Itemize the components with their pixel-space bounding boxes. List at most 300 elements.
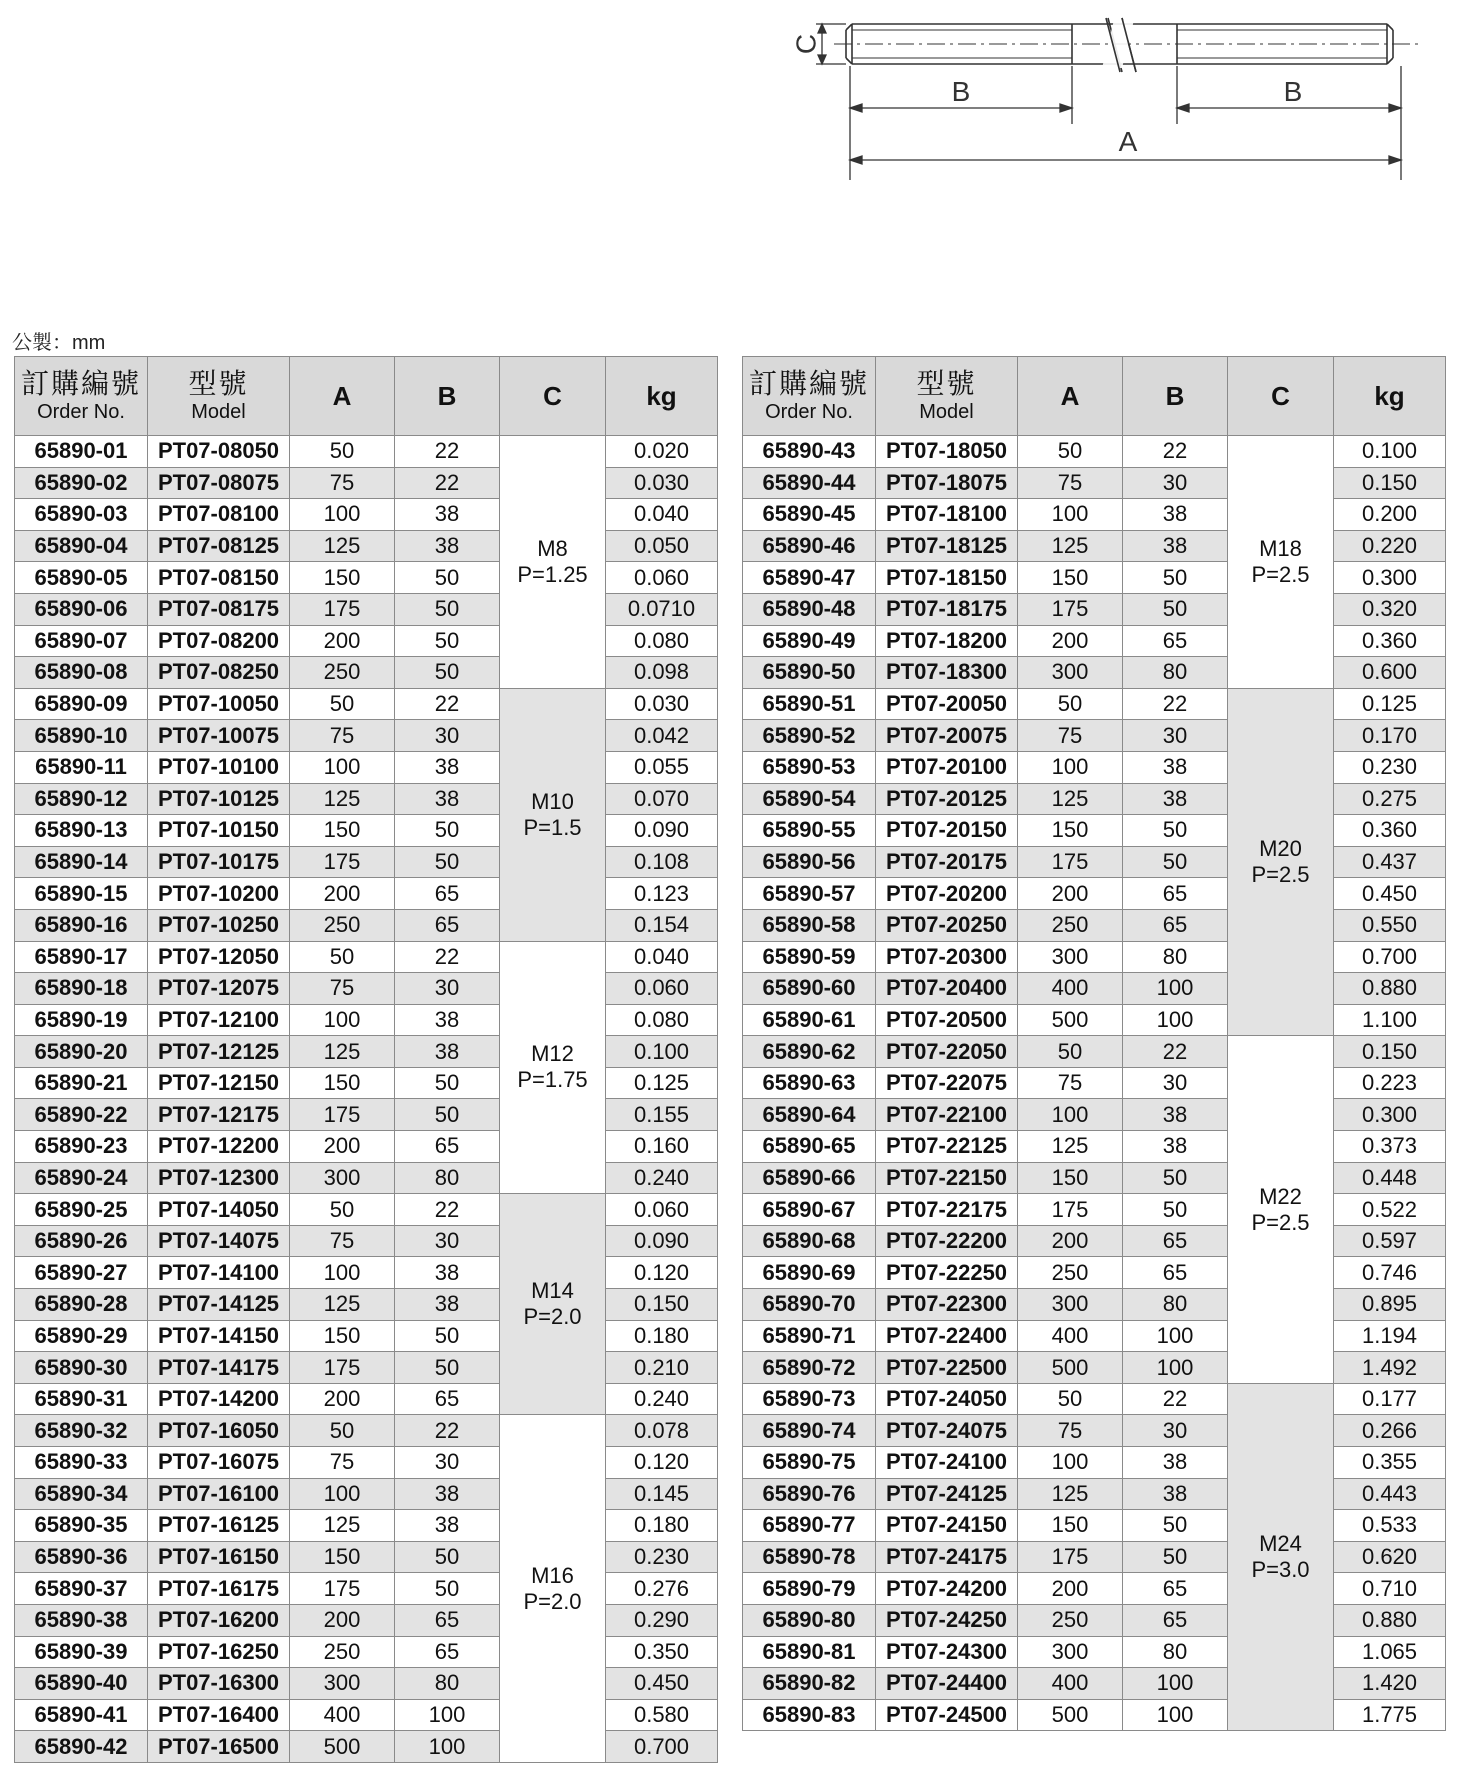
order-no-cell: 65890-13 <box>15 815 148 847</box>
kg-cell: 0.040 <box>606 941 718 973</box>
order-no-cell: 65890-61 <box>743 1004 876 1036</box>
table-row <box>15 1257 718 1289</box>
table-row <box>15 1541 718 1573</box>
table-row <box>15 1383 718 1415</box>
kg-cell: 0.177 <box>1334 1383 1446 1415</box>
table-row <box>15 1731 718 1763</box>
thread-pitch: P=2.5 <box>1251 1209 1310 1235</box>
model-cell: PT07-10250 <box>148 909 290 941</box>
order-no-cell: 65890-38 <box>15 1604 148 1636</box>
order-no-cell: 65890-28 <box>15 1289 148 1321</box>
b-cell: 50 <box>395 1541 500 1573</box>
kg-cell: 0.620 <box>1334 1541 1446 1573</box>
order-no-cell: 65890-22 <box>15 1099 148 1131</box>
table-row <box>743 1510 1446 1542</box>
order-no-cell: 65890-54 <box>743 783 876 815</box>
table-row <box>15 1289 718 1321</box>
order-no-cell: 65890-35 <box>15 1510 148 1542</box>
b-cell: 38 <box>395 1478 500 1510</box>
table-row <box>743 1320 1446 1352</box>
a-cell: 200 <box>290 1131 395 1163</box>
order-no-cell: 65890-33 <box>15 1447 148 1479</box>
header-b: B <box>395 357 500 436</box>
b-cell: 38 <box>395 1004 500 1036</box>
a-cell: 100 <box>290 1257 395 1289</box>
model-cell: PT07-22400 <box>876 1320 1018 1352</box>
table-row <box>743 878 1446 910</box>
kg-cell: 0.098 <box>606 657 718 689</box>
a-cell: 50 <box>290 1415 395 1447</box>
b-cell: 50 <box>1123 593 1228 625</box>
kg-cell: 0.060 <box>606 973 718 1005</box>
model-cell: PT07-14100 <box>148 1257 290 1289</box>
b-cell: 38 <box>395 1289 500 1321</box>
b-cell: 22 <box>395 1415 500 1447</box>
diagram-label-b-right: B <box>1283 76 1303 107</box>
b-cell: 80 <box>395 1162 500 1194</box>
order-no-cell: 65890-23 <box>15 1131 148 1163</box>
table-row <box>743 1668 1446 1700</box>
kg-cell: 0.125 <box>1334 688 1446 720</box>
model-cell: PT07-22125 <box>876 1131 1018 1163</box>
b-cell: 65 <box>395 1383 500 1415</box>
kg-cell: 0.155 <box>606 1099 718 1131</box>
b-cell: 50 <box>395 1067 500 1099</box>
table-row <box>15 1320 718 1352</box>
b-cell: 50 <box>1123 562 1228 594</box>
b-cell: 38 <box>1123 499 1228 531</box>
a-cell: 175 <box>290 846 395 878</box>
table-row <box>743 1289 1446 1321</box>
model-cell: PT07-20075 <box>876 720 1018 752</box>
order-no-cell: 65890-24 <box>15 1162 148 1194</box>
table-row <box>15 878 718 910</box>
model-cell: PT07-12125 <box>148 1036 290 1068</box>
kg-cell: 0.080 <box>606 1004 718 1036</box>
table-row <box>15 1699 718 1731</box>
kg-cell: 0.437 <box>1334 846 1446 878</box>
a-cell: 175 <box>1018 593 1123 625</box>
b-cell: 30 <box>1123 467 1228 499</box>
header-kg: kg <box>1334 357 1446 436</box>
table-row <box>15 909 718 941</box>
order-no-cell: 65890-53 <box>743 751 876 783</box>
order-no-cell: 65890-66 <box>743 1162 876 1194</box>
table-row <box>743 941 1446 973</box>
a-cell: 200 <box>290 1604 395 1636</box>
model-cell: PT07-14125 <box>148 1289 290 1321</box>
a-cell: 125 <box>1018 1131 1123 1163</box>
kg-cell: 0.355 <box>1334 1447 1446 1479</box>
a-cell: 125 <box>1018 1478 1123 1510</box>
order-no-cell: 65890-73 <box>743 1383 876 1415</box>
kg-cell: 0.120 <box>606 1447 718 1479</box>
b-cell: 50 <box>395 625 500 657</box>
table-row <box>15 1067 718 1099</box>
model-cell: PT07-24125 <box>876 1478 1018 1510</box>
a-cell: 500 <box>290 1731 395 1763</box>
order-no-cell: 65890-74 <box>743 1415 876 1447</box>
header-model-en: Model <box>191 401 246 423</box>
b-cell: 38 <box>1123 751 1228 783</box>
kg-cell: 0.580 <box>606 1699 718 1731</box>
b-cell: 38 <box>395 783 500 815</box>
table-row <box>743 593 1446 625</box>
table-row <box>743 1447 1446 1479</box>
order-no-cell: 65890-42 <box>15 1731 148 1763</box>
table-row <box>743 436 1446 468</box>
order-no-cell: 65890-62 <box>743 1036 876 1068</box>
table-row <box>15 1036 718 1068</box>
model-cell: PT07-18175 <box>876 593 1018 625</box>
b-cell: 38 <box>1123 1478 1228 1510</box>
model-cell: PT07-22050 <box>876 1036 1018 1068</box>
model-cell: PT07-18200 <box>876 625 1018 657</box>
kg-cell: 0.180 <box>606 1320 718 1352</box>
kg-cell: 0.055 <box>606 751 718 783</box>
model-cell: PT07-16050 <box>148 1415 290 1447</box>
order-no-cell: 65890-19 <box>15 1004 148 1036</box>
a-cell: 300 <box>1018 1289 1123 1321</box>
order-no-cell: 65890-77 <box>743 1510 876 1542</box>
header-model-zh: 型號 <box>916 368 977 399</box>
b-cell: 38 <box>395 1510 500 1542</box>
kg-cell: 0.895 <box>1334 1289 1446 1321</box>
kg-cell: 0.350 <box>606 1636 718 1668</box>
b-cell: 65 <box>1123 1573 1228 1605</box>
order-no-cell: 65890-79 <box>743 1573 876 1605</box>
b-cell: 50 <box>1123 1510 1228 1542</box>
table-row <box>15 467 718 499</box>
b-cell: 65 <box>1123 625 1228 657</box>
model-cell: PT07-20175 <box>876 846 1018 878</box>
order-no-cell: 65890-45 <box>743 499 876 531</box>
table-row <box>15 1352 718 1384</box>
model-cell: PT07-12150 <box>148 1067 290 1099</box>
a-cell: 50 <box>1018 1036 1123 1068</box>
a-cell: 100 <box>1018 751 1123 783</box>
a-cell: 100 <box>290 499 395 531</box>
a-cell: 75 <box>290 720 395 752</box>
order-no-cell: 65890-56 <box>743 846 876 878</box>
kg-cell: 0.210 <box>606 1352 718 1384</box>
a-cell: 75 <box>290 467 395 499</box>
order-no-cell: 65890-04 <box>15 530 148 562</box>
b-cell: 50 <box>395 846 500 878</box>
table-row <box>743 909 1446 941</box>
table-row <box>743 720 1446 752</box>
header-model-en: Model <box>919 401 974 423</box>
b-cell: 30 <box>395 1447 500 1479</box>
model-cell: PT07-18075 <box>876 467 1018 499</box>
a-cell: 500 <box>1018 1004 1123 1036</box>
model-cell: PT07-18150 <box>876 562 1018 594</box>
a-cell: 175 <box>290 593 395 625</box>
model-cell: PT07-24175 <box>876 1541 1018 1573</box>
model-cell: PT07-10100 <box>148 751 290 783</box>
b-cell: 38 <box>395 1036 500 1068</box>
order-no-cell: 65890-47 <box>743 562 876 594</box>
header-row <box>15 357 718 436</box>
a-cell: 250 <box>1018 909 1123 941</box>
model-cell: PT07-20200 <box>876 878 1018 910</box>
kg-cell: 0.120 <box>606 1257 718 1289</box>
b-cell: 80 <box>1123 657 1228 689</box>
header-order-en: Order No. <box>37 401 125 423</box>
model-cell: PT07-22150 <box>876 1162 1018 1194</box>
b-cell: 30 <box>1123 720 1228 752</box>
order-no-cell: 65890-75 <box>743 1447 876 1479</box>
table-row <box>15 1131 718 1163</box>
a-cell: 250 <box>290 1636 395 1668</box>
a-cell: 175 <box>290 1099 395 1131</box>
model-cell: PT07-10050 <box>148 688 290 720</box>
b-cell: 50 <box>395 657 500 689</box>
order-no-cell: 65890-16 <box>15 909 148 941</box>
diagram-label-a: A <box>1118 126 1138 157</box>
kg-cell: 0.448 <box>1334 1162 1446 1194</box>
a-cell: 50 <box>1018 1383 1123 1415</box>
table-row <box>15 846 718 878</box>
a-cell: 100 <box>290 1478 395 1510</box>
table-row <box>743 1162 1446 1194</box>
a-cell: 400 <box>1018 1668 1123 1700</box>
model-cell: PT07-22200 <box>876 1225 1018 1257</box>
kg-cell: 1.492 <box>1334 1352 1446 1384</box>
b-cell: 65 <box>395 1131 500 1163</box>
kg-cell: 0.200 <box>1334 499 1446 531</box>
kg-cell: 0.550 <box>1334 909 1446 941</box>
model-cell: PT07-20400 <box>876 973 1018 1005</box>
order-no-cell: 65890-76 <box>743 1478 876 1510</box>
b-cell: 100 <box>1123 1352 1228 1384</box>
table-row <box>743 625 1446 657</box>
table-row <box>743 1194 1446 1226</box>
kg-cell: 0.700 <box>1334 941 1446 973</box>
b-cell: 100 <box>1123 1004 1228 1036</box>
a-cell: 200 <box>290 1383 395 1415</box>
table-body-right <box>743 436 1446 1731</box>
a-cell: 200 <box>290 625 395 657</box>
model-cell: PT07-20125 <box>876 783 1018 815</box>
order-no-cell: 65890-83 <box>743 1699 876 1731</box>
a-cell: 200 <box>1018 1225 1123 1257</box>
kg-cell: 0.150 <box>1334 1036 1446 1068</box>
b-cell: 38 <box>395 1257 500 1289</box>
b-cell: 65 <box>1123 1604 1228 1636</box>
order-no-cell: 65890-14 <box>15 846 148 878</box>
kg-cell: 0.220 <box>1334 530 1446 562</box>
header-row <box>743 357 1446 436</box>
kg-cell: 0.533 <box>1334 1510 1446 1542</box>
table-row <box>15 1668 718 1700</box>
table-row <box>15 562 718 594</box>
a-cell: 100 <box>1018 499 1123 531</box>
order-no-cell: 65890-08 <box>15 657 148 689</box>
order-no-cell: 65890-37 <box>15 1573 148 1605</box>
table-row <box>743 1604 1446 1636</box>
b-cell: 100 <box>395 1699 500 1731</box>
a-cell: 500 <box>1018 1699 1123 1731</box>
order-no-cell: 65890-44 <box>743 467 876 499</box>
table-row <box>15 973 718 1005</box>
table-row <box>743 1636 1446 1668</box>
header-c: C <box>1228 357 1334 436</box>
model-cell: PT07-08150 <box>148 562 290 594</box>
table-row <box>743 467 1446 499</box>
order-no-cell: 65890-12 <box>15 783 148 815</box>
order-no-cell: 65890-07 <box>15 625 148 657</box>
order-no-cell: 65890-72 <box>743 1352 876 1384</box>
a-cell: 175 <box>290 1573 395 1605</box>
order-no-cell: 65890-58 <box>743 909 876 941</box>
kg-cell: 0.276 <box>606 1573 718 1605</box>
order-no-cell: 65890-71 <box>743 1320 876 1352</box>
order-no-cell: 65890-51 <box>743 688 876 720</box>
order-no-cell: 65890-15 <box>15 878 148 910</box>
model-cell: PT07-12200 <box>148 1131 290 1163</box>
b-cell: 100 <box>1123 1668 1228 1700</box>
header-order-zh: 訂購編號 <box>20 368 141 399</box>
model-cell: PT07-24300 <box>876 1636 1018 1668</box>
b-cell: 38 <box>395 751 500 783</box>
header-a: A <box>290 357 395 436</box>
thread-pitch: P=2.5 <box>1251 561 1310 587</box>
b-cell: 50 <box>395 815 500 847</box>
kg-cell: 0.230 <box>606 1541 718 1573</box>
table-row <box>743 1099 1446 1131</box>
order-no-cell: 65890-31 <box>15 1383 148 1415</box>
a-cell: 175 <box>1018 1541 1123 1573</box>
kg-cell: 1.420 <box>1334 1668 1446 1700</box>
b-cell: 80 <box>1123 1636 1228 1668</box>
b-cell: 65 <box>1123 1225 1228 1257</box>
model-cell: PT07-20150 <box>876 815 1018 847</box>
b-cell: 22 <box>395 941 500 973</box>
order-no-cell: 65890-30 <box>15 1352 148 1384</box>
order-no-cell: 65890-80 <box>743 1604 876 1636</box>
a-cell: 300 <box>1018 1636 1123 1668</box>
b-cell: 38 <box>1123 1447 1228 1479</box>
table-row <box>743 973 1446 1005</box>
a-cell: 100 <box>290 1004 395 1036</box>
kg-cell: 0.125 <box>606 1067 718 1099</box>
a-cell: 300 <box>290 1162 395 1194</box>
table-row <box>15 720 718 752</box>
table-row <box>743 1352 1446 1384</box>
b-cell: 50 <box>1123 846 1228 878</box>
order-no-cell: 65890-39 <box>15 1636 148 1668</box>
order-no-cell: 65890-50 <box>743 657 876 689</box>
table-row <box>15 1573 718 1605</box>
model-cell: PT07-08050 <box>148 436 290 468</box>
b-cell: 30 <box>395 720 500 752</box>
a-cell: 75 <box>1018 467 1123 499</box>
order-no-cell: 65890-63 <box>743 1067 876 1099</box>
table-row <box>743 1257 1446 1289</box>
order-no-cell: 65890-18 <box>15 973 148 1005</box>
a-cell: 150 <box>290 1067 395 1099</box>
table-row <box>743 783 1446 815</box>
order-no-cell: 65890-68 <box>743 1225 876 1257</box>
a-cell: 300 <box>1018 941 1123 973</box>
model-cell: PT07-16100 <box>148 1478 290 1510</box>
c-thread-cell <box>1228 1383 1334 1731</box>
table-row <box>15 815 718 847</box>
kg-cell: 0.450 <box>1334 878 1446 910</box>
kg-cell: 1.100 <box>1334 1004 1446 1036</box>
a-cell: 200 <box>1018 625 1123 657</box>
thread-size: M22 <box>1259 1183 1302 1209</box>
model-cell: PT07-18050 <box>876 436 1018 468</box>
kg-cell: 0.060 <box>606 1194 718 1226</box>
a-cell: 400 <box>1018 973 1123 1005</box>
a-cell: 250 <box>1018 1257 1123 1289</box>
b-cell: 50 <box>395 562 500 594</box>
kg-cell: 0.223 <box>1334 1067 1446 1099</box>
model-cell: PT07-20500 <box>876 1004 1018 1036</box>
c-thread-cell <box>500 1194 606 1415</box>
table-row <box>15 1099 718 1131</box>
a-cell: 150 <box>290 562 395 594</box>
model-cell: PT07-16250 <box>148 1636 290 1668</box>
a-cell: 200 <box>1018 1573 1123 1605</box>
order-no-cell: 65890-59 <box>743 941 876 973</box>
header-model-zh: 型號 <box>188 368 249 399</box>
order-no-cell: 65890-65 <box>743 1131 876 1163</box>
table-row <box>743 1541 1446 1573</box>
model-cell: PT07-14150 <box>148 1320 290 1352</box>
table-row <box>743 1004 1446 1036</box>
table-row <box>15 1478 718 1510</box>
a-cell: 75 <box>290 1447 395 1479</box>
b-cell: 50 <box>1123 1162 1228 1194</box>
b-cell: 30 <box>1123 1415 1228 1447</box>
kg-cell: 0.880 <box>1334 1604 1446 1636</box>
order-no-cell: 65890-81 <box>743 1636 876 1668</box>
table-row <box>743 1036 1446 1068</box>
a-cell: 50 <box>290 436 395 468</box>
a-cell: 75 <box>290 1225 395 1257</box>
model-cell: PT07-10075 <box>148 720 290 752</box>
model-cell: PT07-08100 <box>148 499 290 531</box>
b-cell: 22 <box>1123 1036 1228 1068</box>
kg-cell: 0.275 <box>1334 783 1446 815</box>
model-cell: PT07-24400 <box>876 1668 1018 1700</box>
b-cell: 30 <box>395 1225 500 1257</box>
b-cell: 50 <box>395 1573 500 1605</box>
header-c: C <box>500 357 606 436</box>
thread-pitch: P=1.75 <box>517 1067 588 1093</box>
b-cell: 65 <box>395 1604 500 1636</box>
thread-pitch: P=3.0 <box>1251 1557 1310 1583</box>
table-row <box>743 688 1446 720</box>
table-row <box>15 1415 718 1447</box>
kg-cell: 0.266 <box>1334 1415 1446 1447</box>
kg-cell: 0.230 <box>1334 751 1446 783</box>
order-no-cell: 65890-25 <box>15 1194 148 1226</box>
model-cell: PT07-16075 <box>148 1447 290 1479</box>
table-row <box>743 751 1446 783</box>
order-no-cell: 65890-78 <box>743 1541 876 1573</box>
kg-cell: 1.065 <box>1334 1636 1446 1668</box>
kg-cell: 0.060 <box>606 562 718 594</box>
thread-size: M16 <box>531 1562 574 1588</box>
table-row <box>743 1225 1446 1257</box>
stud-bolt-diagram <box>0 0 1459 200</box>
a-cell: 100 <box>290 751 395 783</box>
model-cell: PT07-20100 <box>876 751 1018 783</box>
